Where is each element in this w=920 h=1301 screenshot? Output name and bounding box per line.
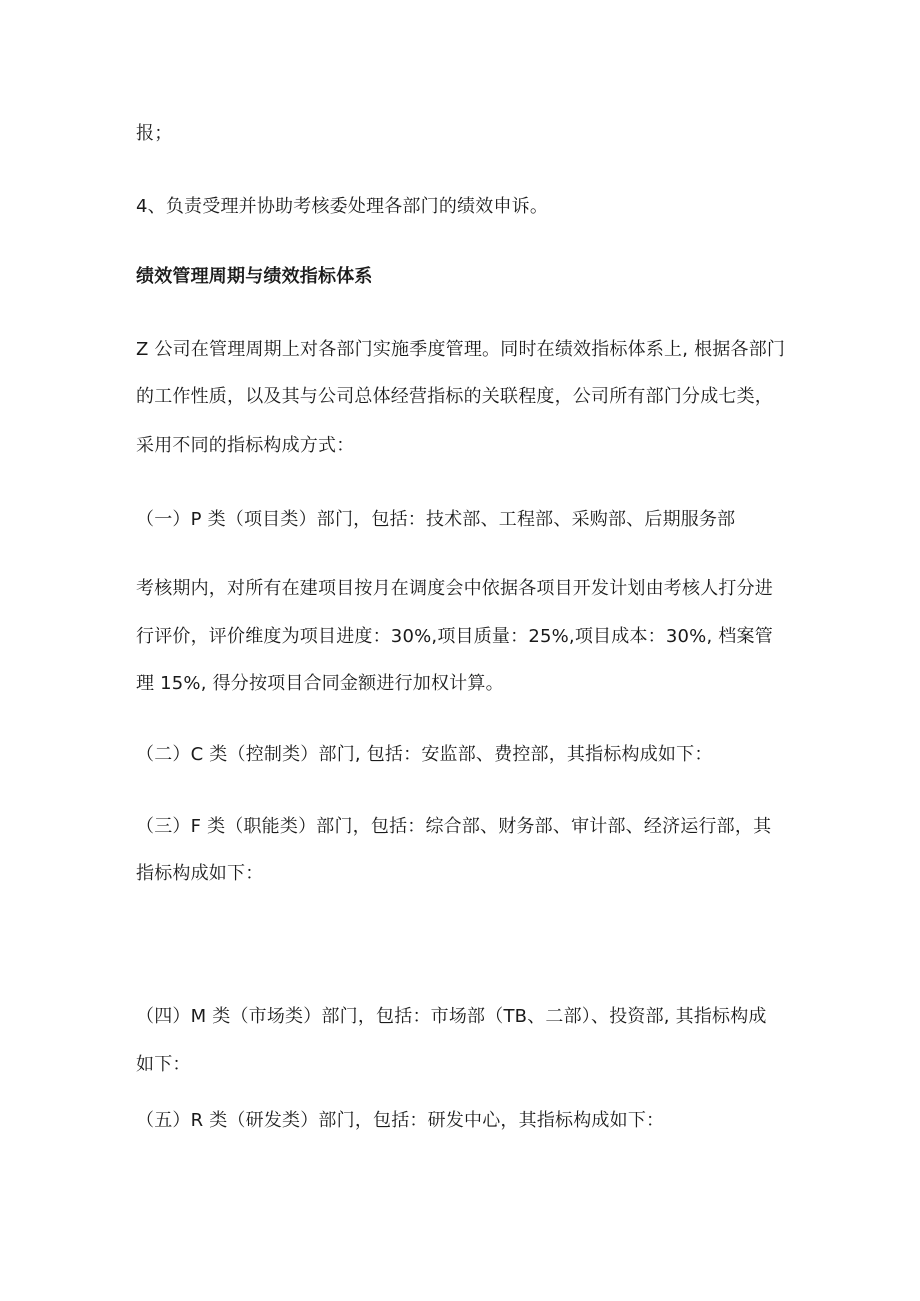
category-m-heading: （四）M 类（市场类）部门，包括：市场部（TB、二部）、投资部, 其指标构成	[136, 1006, 767, 1027]
assessment-line-3: 理 15%, 得分按项目合同金额进行加权计算。	[136, 673, 504, 694]
paragraph-line-2: 的工作性质，以及其与公司总体经营指标的关联程度，公司所有部门分成七类，	[136, 386, 773, 407]
category-f-heading: （三）F 类（职能类）部门，包括：综合部、财务部、审计部、经济运行部，其	[136, 816, 772, 837]
list-item-4: 4、负责受理并协助考核委处理各部门的绩效申诉。	[136, 196, 549, 217]
paragraph-line-1: Z 公司在管理周期上对各部门实施季度管理。同时在绩效指标体系上, 根据各部门	[136, 339, 786, 360]
assessment-line-2: 行评价，评价维度为项目进度：30%,项目质量：25%,项目成本：30%, 档案管	[136, 626, 773, 647]
paragraph-line-3: 采用不同的指标构成方式：	[136, 435, 355, 456]
text-line-1: 报；	[136, 123, 173, 144]
category-r-heading: （五）R 类（研发类）部门，包括：研发中心，其指标构成如下：	[136, 1110, 665, 1131]
category-m-continuation: 如下：	[136, 1054, 191, 1075]
category-c-heading: （二）C 类（控制类）部门, 包括：安监部、费控部，其指标构成如下：	[136, 744, 713, 765]
category-p-heading: （一）P 类（项目类）部门，包括：技术部、工程部、采购部、后期服务部	[136, 509, 736, 530]
category-f-continuation: 指标构成如下：	[136, 863, 264, 884]
section-heading: 绩效管理周期与绩效指标体系	[136, 266, 373, 287]
assessment-line-1: 考核期内，对所有在建项目按月在调度会中依据各项目开发计划由考核人打分进	[136, 578, 773, 599]
